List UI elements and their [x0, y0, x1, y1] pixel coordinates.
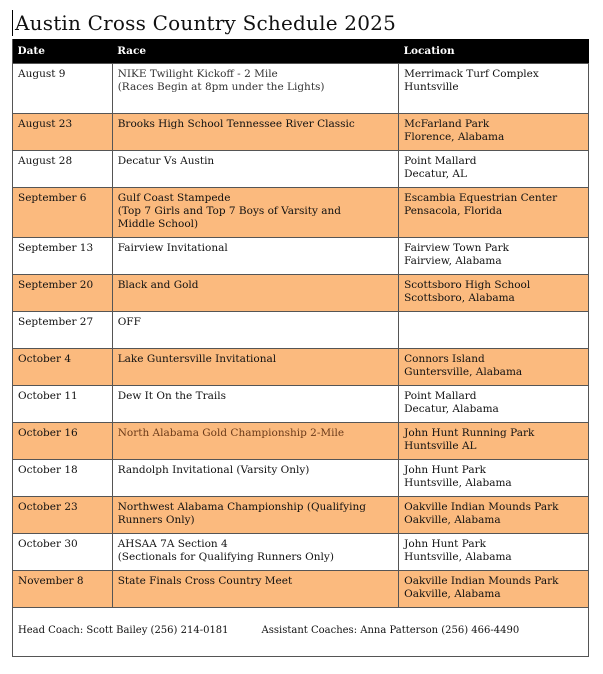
- race-text: Northwest Alabama Championship (Qualifying: [117, 501, 366, 513]
- race-cell: [112, 114, 398, 151]
- race-cell: [112, 238, 398, 275]
- date-cell: October 23: [13, 497, 113, 534]
- date-cell: September 6: [13, 188, 113, 238]
- race-text: Middle School): [117, 218, 199, 230]
- table-row: [13, 497, 589, 534]
- date-cell: November 8: [13, 571, 113, 608]
- race-cell: [112, 188, 398, 238]
- table-row: [13, 151, 589, 188]
- date-cell: October 16: [13, 423, 113, 460]
- table-row: [13, 238, 589, 275]
- race-text: (Sectionals for Qualifying Runners Only): [117, 551, 334, 563]
- race-cell: [112, 275, 398, 312]
- location-cell: [399, 238, 589, 275]
- date-cell: September 27: [13, 312, 113, 349]
- location-text: Oakville Indian Mounds Park: [404, 501, 559, 513]
- location-cell: [399, 275, 589, 312]
- head-coach-text: Head Coach: Scott Bailey (256) 214-0181: [18, 625, 229, 636]
- race-text: Randolph Invitational (Varsity Only): [117, 464, 310, 476]
- race-cell: [112, 460, 398, 497]
- location-cell: [399, 571, 589, 608]
- race-cell: [112, 151, 398, 188]
- table-row: [13, 188, 589, 238]
- location-cell: [399, 386, 589, 423]
- date-cell: September 13: [13, 238, 113, 275]
- page-title: Austin Cross Country Schedule 2025: [12, 10, 396, 36]
- location-text: Oakville Indian Mounds Park: [404, 575, 559, 587]
- date-cell: October 11: [13, 386, 113, 423]
- table-row: [13, 460, 589, 497]
- race-cell: [112, 64, 398, 114]
- location-text: Fairview, Alabama: [404, 255, 502, 267]
- table-row: [13, 349, 589, 386]
- date-cell: August 28: [13, 151, 113, 188]
- location-cell: [399, 460, 589, 497]
- table-row: [13, 386, 589, 423]
- location-text: Guntersville, Alabama: [404, 366, 523, 378]
- location-text: Huntsville AL: [404, 440, 477, 452]
- location-cell: [399, 497, 589, 534]
- race-text: (Races Begin at 8pm under the Lights): [117, 81, 325, 93]
- table-row: [13, 114, 589, 151]
- race-text: State Finals Cross Country Meet: [117, 575, 293, 587]
- location-text: Fairview Town Park: [404, 242, 509, 254]
- race-cell: [112, 497, 398, 534]
- column-header-race: Race: [112, 39, 398, 64]
- race-cell: [112, 312, 398, 349]
- race-cell: [112, 571, 398, 608]
- schedule-table: [12, 39, 589, 608]
- race-cell: [112, 423, 398, 460]
- location-text: Huntsville, Alabama: [404, 551, 512, 563]
- location-text: Florence, Alabama: [404, 131, 505, 143]
- table-header: [13, 39, 589, 64]
- table-row: [13, 423, 589, 460]
- date-cell: October 30: [13, 534, 113, 571]
- footer-contacts: [18, 625, 519, 636]
- location-text: Oakville, Alabama: [404, 514, 501, 526]
- race-text: OFF: [117, 316, 141, 328]
- race-text: North Alabama Gold Championship 2-Mile: [117, 427, 345, 439]
- column-header-location: Location: [399, 39, 589, 64]
- location-text: John Hunt Park: [404, 538, 486, 550]
- race-text: Brooks High School Tennessee River Classic: [117, 118, 355, 130]
- date-cell: September 20: [13, 275, 113, 312]
- table-row: [13, 534, 589, 571]
- race-text: NIKE Twilight Kickoff - 2 Mile: [117, 68, 278, 80]
- table-row: [13, 571, 589, 608]
- race-cell: [112, 349, 398, 386]
- column-header-date: Date: [13, 39, 113, 64]
- location-text: Huntsville, Alabama: [404, 477, 512, 489]
- location-text: McFarland Park: [404, 118, 490, 130]
- date-cell: August 9: [13, 64, 113, 114]
- race-text: Lake Guntersville Invitational: [117, 353, 277, 365]
- location-cell: [399, 312, 589, 349]
- location-text: Point Mallard: [404, 390, 477, 402]
- race-text: Gulf Coast Stampede: [117, 192, 231, 204]
- location-text: Scottsboro, Alabama: [404, 292, 515, 304]
- location-cell: [399, 114, 589, 151]
- race-cell: [112, 534, 398, 571]
- location-text: Point Mallard: [404, 155, 477, 167]
- location-text: Huntsville: [404, 81, 459, 93]
- race-text: Dew It On the Trails: [117, 390, 226, 402]
- location-text: Merrimack Turf Complex: [404, 68, 539, 80]
- location-text: Escambia Equestrian Center: [404, 192, 558, 204]
- table-row: [13, 312, 589, 349]
- location-text: Decatur, Alabama: [404, 403, 499, 415]
- race-text: Black and Gold: [117, 279, 199, 291]
- date-cell: August 23: [13, 114, 113, 151]
- race-text: AHSAA 7A Section 4: [117, 538, 228, 550]
- location-cell: [399, 423, 589, 460]
- race-cell: [112, 386, 398, 423]
- assistant-coaches-text: Assistant Coaches: Anna Patterson (256) 466-4490: [261, 625, 520, 636]
- location-cell: [399, 534, 589, 571]
- race-text: Runners Only): [117, 514, 195, 526]
- location-cell: [399, 64, 589, 114]
- location-text: Pensacola, Florida: [404, 205, 503, 217]
- date-cell: October 4: [13, 349, 113, 386]
- table-row: [13, 64, 589, 114]
- race-text: Fairview Invitational: [117, 242, 228, 254]
- location-text: Scottsboro High School: [404, 279, 531, 291]
- location-text: John Hunt Running Park: [404, 427, 535, 439]
- location-text: Oakville, Alabama: [404, 588, 501, 600]
- location-text: Decatur, AL: [404, 168, 467, 180]
- location-cell: [399, 151, 589, 188]
- race-text: (Top 7 Girls and Top 7 Boys of Varsity and: [117, 205, 342, 217]
- location-cell: [399, 188, 589, 238]
- table-row: [13, 275, 589, 312]
- location-text: Connors Island: [404, 353, 485, 365]
- location-cell: [399, 349, 589, 386]
- location-text: John Hunt Park: [404, 464, 486, 476]
- race-text: Decatur Vs Austin: [117, 155, 215, 167]
- date-cell: October 18: [13, 460, 113, 497]
